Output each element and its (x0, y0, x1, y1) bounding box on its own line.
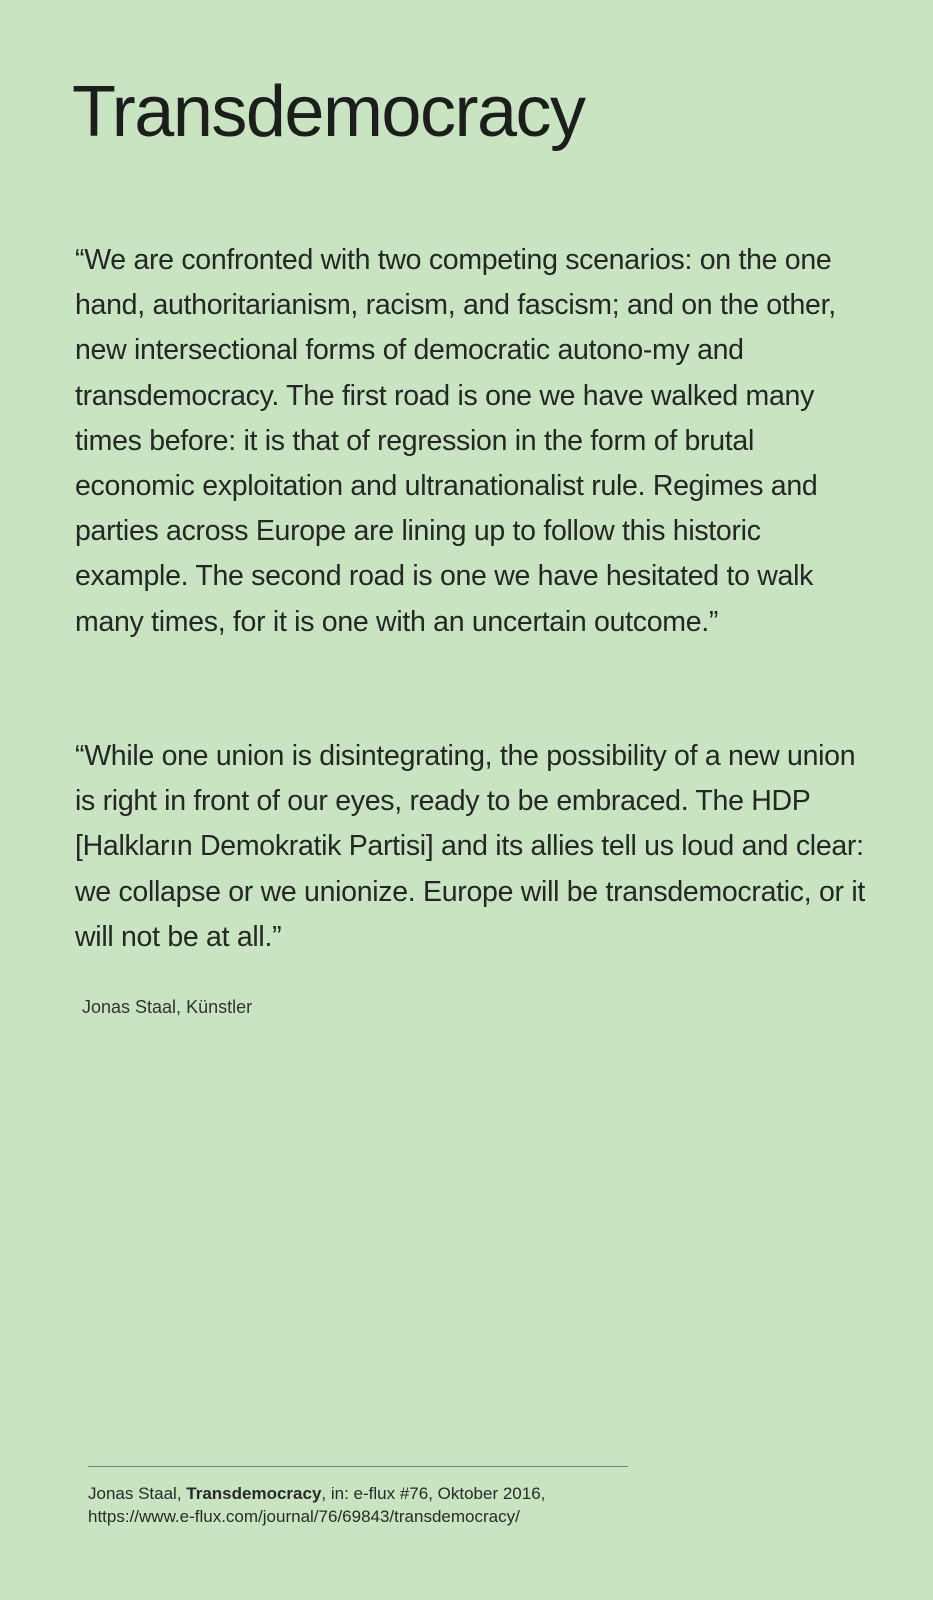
page-title: Transdemocracy (72, 72, 585, 152)
quote-1: “We are confronted with two competing scenarios: on the one hand, authoritarianism, racism, and fascism; and on the other, new intersectional forms of democratic autono-my and transdemocracy. The first road is one we have walked many times before: it is that of regression in the form of brutal economic exploitation and ultranationalist rule. Regimes and parties across Europe are lining up to follow this historic example. The second road is one we have hesitated to walk many times, for it is one with an uncertain outcome.” (75, 244, 836, 638)
citation-url[interactable]: https://www.e-flux.com/journal/76/69843/transdemocracy/ (88, 1507, 520, 1526)
quote-2: “While one union is disintegrating, the possibility of a new union is right in front of our eyes, ready to be embraced. The HDP [Halkların Demokratik Partisi] and its allies tell us loud and clear: we collapse or we unionize. Europe will be transdemocratic, or it will not be at all.” (75, 740, 865, 953)
citation-line (88, 1482, 788, 1505)
citation-author: Jonas Staal, (88, 1484, 187, 1503)
footnote-divider (88, 1466, 628, 1467)
citation-work-title: Transdemocracy (186, 1484, 322, 1503)
source-citation (88, 1482, 788, 1528)
quote-attribution: Jonas Staal, Künstler (82, 997, 253, 1017)
citation-details: , in: e-flux #76, Oktober 2016, (321, 1484, 546, 1503)
